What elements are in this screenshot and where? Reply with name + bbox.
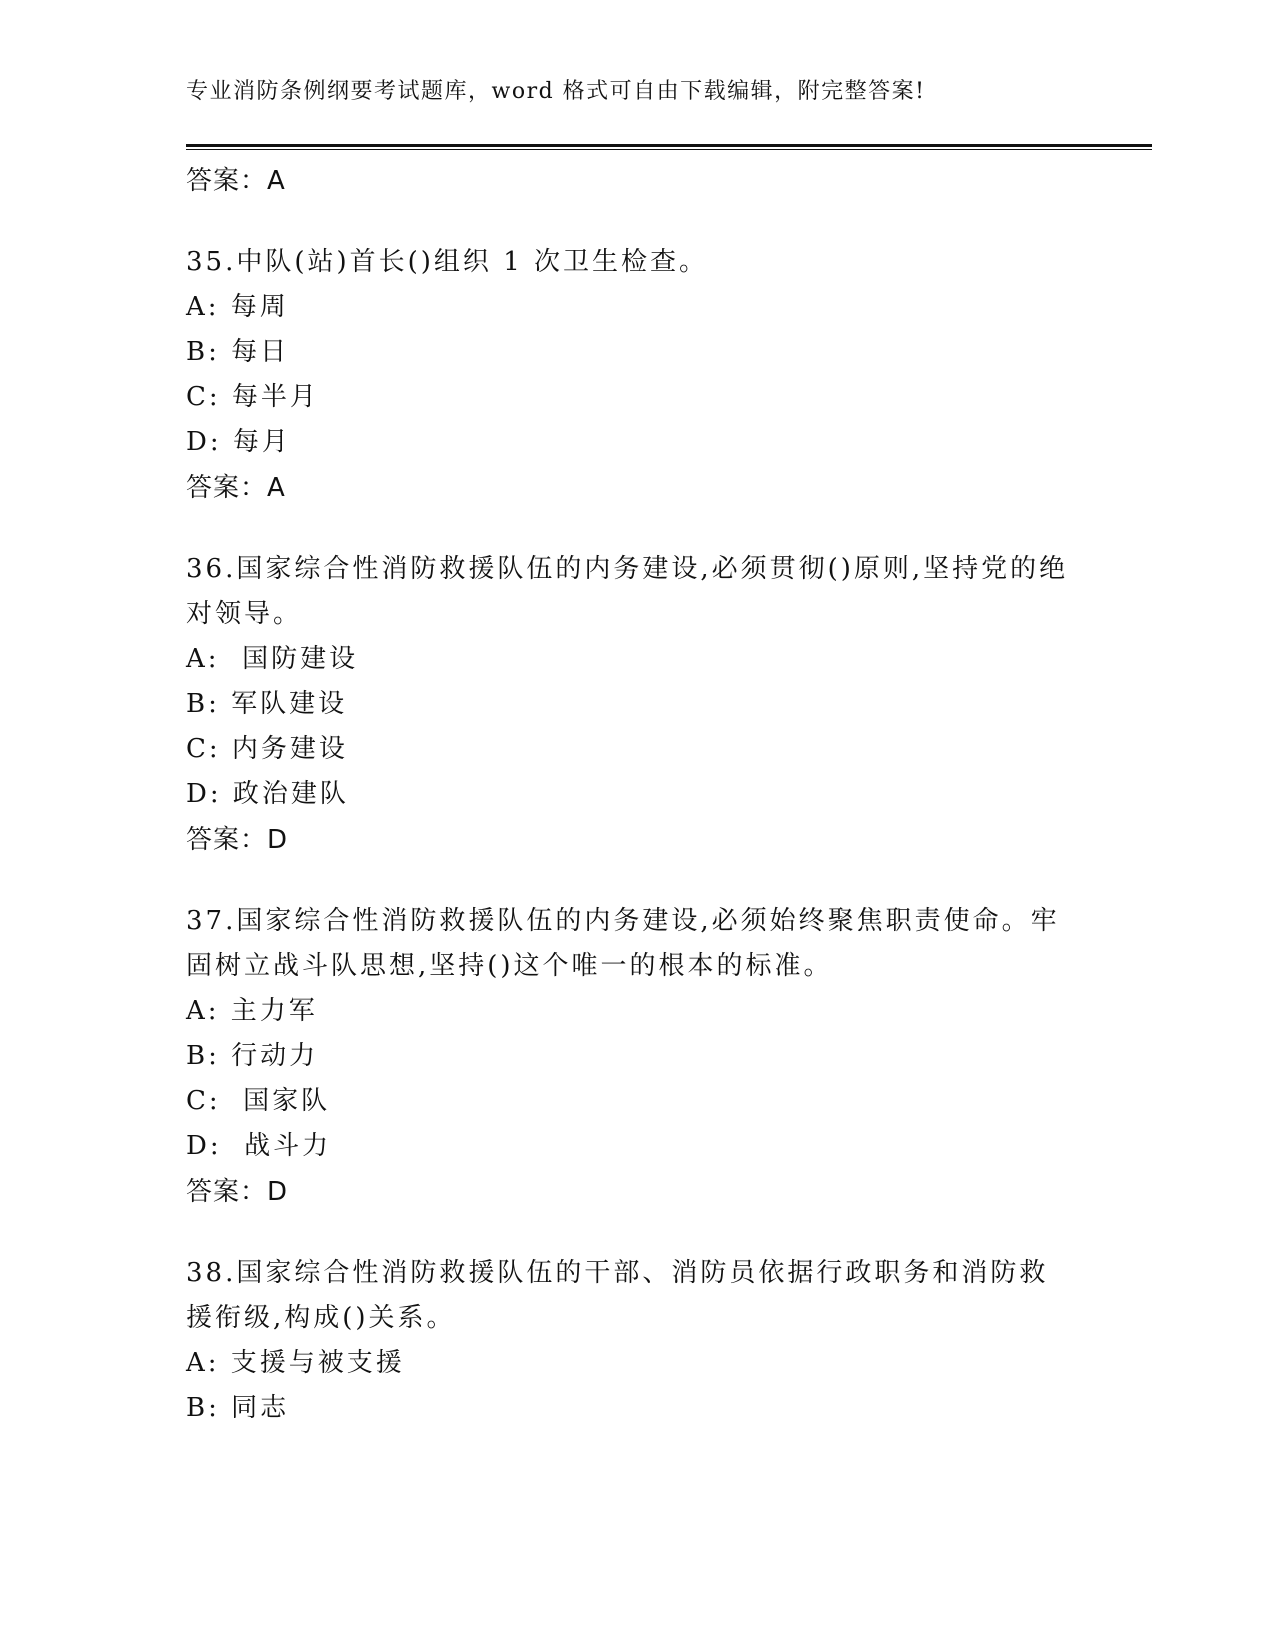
option-d: D: 战斗力: [186, 1131, 332, 1161]
header-rule: [186, 144, 1152, 150]
question-text: 37.国家综合性消防救援队伍的内务建设,必须始终聚焦职责使命。牢固树立战斗队思想,坚持()这个唯一的根本的标准。: [186, 906, 1060, 981]
document-header: 专业消防条例纲要考试题库，word 格式可自由下载编辑，附完整答案!: [186, 79, 926, 104]
option-c: C: 每半月: [186, 382, 319, 412]
question-text: 35.中队(站)首长()组织 1 次卫生检查。: [186, 247, 708, 277]
option-b: B: 同志: [186, 1393, 290, 1423]
question-38: [186, 1251, 1086, 1431]
option-a: A: 支援与被支援: [186, 1348, 405, 1378]
option-b: B: 行动力: [186, 1041, 319, 1071]
option-a: A: 主力军: [186, 996, 318, 1026]
answer-line: 答案：D: [186, 1177, 289, 1207]
option-a: A: 国防建设: [186, 644, 359, 674]
question-list: [186, 158, 1086, 1431]
answer-line: 答案：D: [186, 825, 289, 855]
option-d: D: 每月: [186, 427, 291, 457]
option-d: D: 政治建队: [186, 779, 349, 809]
header-rule-thin: [186, 149, 1152, 150]
answer-line: 答案：A: [186, 166, 286, 196]
question-36: [186, 547, 1086, 863]
option-c: C: 国家队: [186, 1086, 331, 1116]
question-text: 36.国家综合性消防救援队伍的内务建设,必须贯彻()原则,坚持党的绝对领导。: [186, 554, 1069, 629]
option-c: C: 内务建设: [186, 734, 348, 764]
question-35: [186, 240, 1086, 511]
option-a: A: 每周: [186, 292, 289, 322]
answer-line: 答案：A: [186, 473, 286, 503]
question-text: 38.国家综合性消防救援队伍的干部、消防员依据行政职务和消防救援衔级,构成()关系。: [186, 1258, 1049, 1333]
question-37: [186, 899, 1086, 1215]
header-rule-thick: [186, 144, 1152, 147]
option-b: B: 军队建设: [186, 689, 348, 719]
option-b: B: 每日: [186, 337, 290, 367]
